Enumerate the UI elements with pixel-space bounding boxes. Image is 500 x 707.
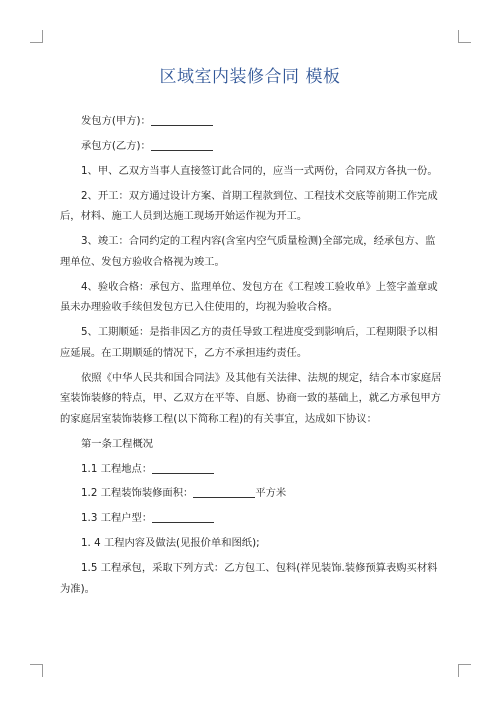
type-line [60,508,442,529]
crop-mark-bottom-left [30,664,43,677]
location-line [60,459,442,480]
party-b-line [60,136,442,157]
party-a-label: 发包方(甲方)： [81,115,151,127]
party-a-blank [151,114,213,126]
contract-mode-line: 1.5 工程承包，采取下列方式：乙方包工、包料(祥见装饰.装修预算表购买材料为准)。 [60,562,438,595]
clause-3: 3、竣工：合同约定的工程内容(含室内空气质量检测)全部完成，经承包方、监理单位、发包方验收合格视为竣工。 [60,235,436,268]
location-label: 1.1 工程地点： [81,462,153,475]
clause-5: 5、工期顺延：是指非因乙方的责任导致工程进度受到影响后，工程期限予以相应延展。在工期顺延的情况下，乙方不承担违约责任。 [60,326,438,359]
preamble: 依照《中华人民共和国合同法》及其他有关法律、法规的规定，结合本市家庭居室装饰装修的特点，甲、乙双方在平等、自愿、协商一致的基础上，就乙方承包甲方的家庭居室装饰装修工程(以下简称工程)的有关事宜，达成如下协议： [60,371,442,425]
clause-2: 2、开工：双方通过设计方案、首期工程款到位、工程技术交底等前期工作完成后，材料、施工人员到达施工现场开始运作视为开工。 [60,189,438,223]
type-blank [152,511,214,523]
type-label: 1.3 工程户型： [81,512,153,525]
area-label: 1.2 工程装饰装修面积： [81,487,194,500]
area-blank [193,486,255,498]
document-title: 区域室内装修合同 模板 [159,67,341,87]
area-unit: 平方米 [255,487,287,500]
party-a-line [60,111,442,132]
crop-mark-bottom-right [458,664,471,677]
clause-1: 1、甲、乙双方当事人直接签订此合同的，应当一式两份，合同双方各执一份。 [81,164,438,177]
document-body [60,111,442,604]
crop-mark-top-left [30,30,43,43]
crop-mark-top-right [458,30,471,43]
party-b-blank [151,139,213,151]
article-1-heading: 第一条工程概况 [81,437,154,450]
scope-line: 1. 4 工程内容及做法(见报价单和图纸); [81,537,260,550]
clause-4: 4、验收合格：承包方、监理单位、发包方在《工程竣工验收单》上签字盖章或虽未办理验收手续但发包方已入住使用的，均视为验收合格。 [60,280,438,314]
location-blank [152,462,214,474]
area-line [60,483,442,504]
party-b-label: 承包方(乙方)： [81,139,151,152]
